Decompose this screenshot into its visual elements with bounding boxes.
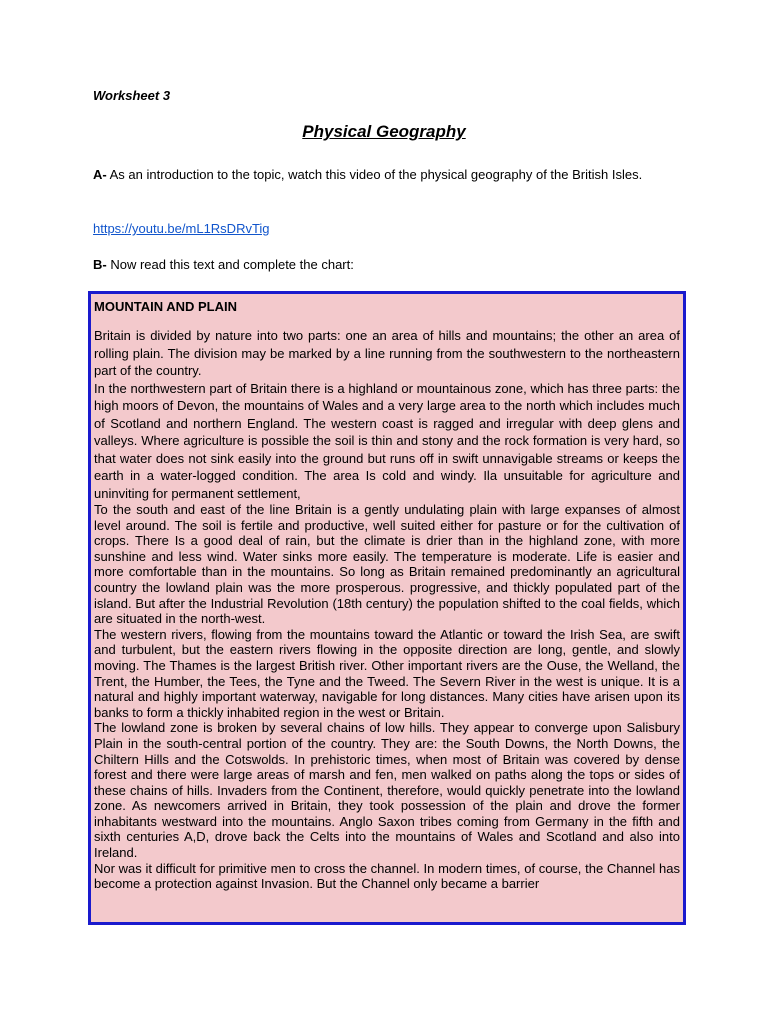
section-a-prefix: A- bbox=[93, 167, 107, 182]
section-a-paragraph bbox=[93, 166, 683, 184]
reading-text-box bbox=[88, 291, 686, 925]
video-link[interactable]: https://youtu.be/mL1RsDRvTig bbox=[93, 221, 270, 236]
text-paragraph-5: The lowland zone is broken by several chains of low hills. They appear to converge upon Salisbury Plain in the south-central portion of the country. They are: the South Downs, the North Downs, the Chiltern Hills and the Cotswolds. In prehistoric times, when most of Britain was covered by dense forest and there were large areas of marsh and fen, men walked on paths along the tops or sides of these chains of hills. Invaders from the Continent, therefore, would quickly penetrate into the lowland zone. As newcomers arrived in Britain, they took possession of the plain and drove the former inhabitants westward into the mountains. Anglo Saxon tribes coming from Germany in the fifth and sixth centuries A,D, drove back the Celts into the mountains of Wales and Scotland and also into Ireland. bbox=[94, 720, 680, 861]
section-b-paragraph bbox=[93, 256, 354, 274]
section-b-prefix: B- bbox=[93, 257, 107, 272]
text-paragraph-4: The western rivers, flowing from the mountains toward the Atlantic or toward the Irish Sea, are swift and turbulent, but the eastern rivers flowing in the opposite direction are long, gentle, and slowly moving. The Thames is the largest British river. Other important rivers are the Ouse, the Welland, the Trent, the Humber, the Tees, the Tyne and the Tweed. The Severn River in the west is unique. It is a natural and highly important waterway, navigable for long distances. Many cities have arisen upon its banks to form a thickly inhabited region in the west or Britain. bbox=[94, 626, 680, 720]
worksheet-label: Worksheet 3 bbox=[93, 88, 171, 103]
text-paragraph-3: To the south and east of the line Britain is a gently undulating plain with large expanses of almost level around. The soil is fertile and productive, well suited either for pasture or for the cultivation of crops. There Is a good deal of rain, but the climate is drier than in the highland zone, with more sunshine and less wind. Water sinks more easily. The temperature is moderate. Life is easier and more comfortable than in the mountains. So long as Britain remained predominantly an agricultural country the lowland plain was the more prosperous. progressive, and thickly populated part of the island. But after the Industrial Revolution (18th century) the population shifted to the coal fields, which are situated in the north-west. bbox=[94, 502, 680, 627]
section-a-text: As an introduction to the topic, watch this video of the physical geography of the British Isles. bbox=[106, 167, 643, 182]
text-paragraph-6: Nor was it difficult for primitive men to cross the channel. In modern times, of course, the Channel has become a protection against Invasion. But the Channel only became a barrier bbox=[94, 860, 680, 892]
page-title: Physical Geography bbox=[302, 122, 466, 141]
section-b-text: Now read this text and complete the chart: bbox=[106, 257, 354, 272]
text-paragraph-1: Britain is divided by nature into two parts: one an area of hills and mountains; the other an area of rolling plain. The division may be marked by a line running from the southwestern to the northeastern part of the country. bbox=[94, 328, 680, 378]
text-box-heading: MOUNTAIN AND PLAIN bbox=[94, 299, 237, 314]
text-paragraph-2: In the northwestern part of Britain there is a highland or mountainous zone, which has three parts: the high moors of Devon, the mountains of Wales and a very large area to the north which includes much of Scotland and northern England. The western coast is ragged and irregular with deep glens and valleys. Where agriculture is possible the soil is thin and stony and the rock formation is very hard, so that water does not sink easily into the ground but runs off in swift unnavigable streams or keeps the earth in a water-logged condition. The area Is cold and windy. Ila unsuitable for agriculture and uninviting for permanent settlement, bbox=[94, 380, 680, 501]
